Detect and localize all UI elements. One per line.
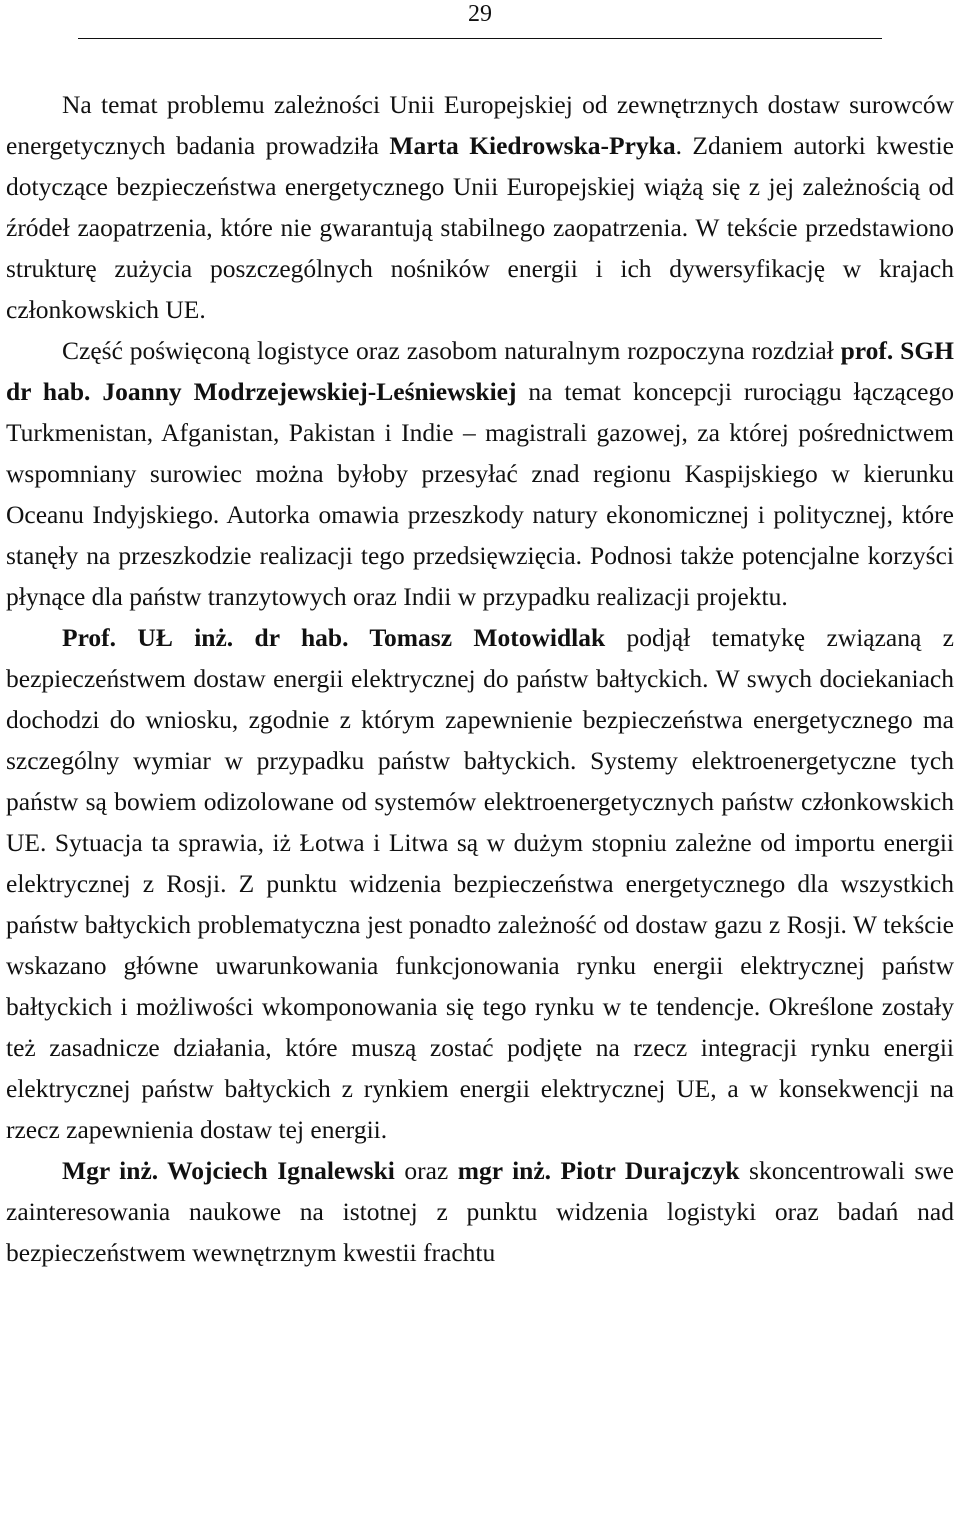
author-name-kiedrowska-pryka: Marta Kiedrowska-Pryka [389, 131, 676, 160]
header-rule [78, 38, 882, 39]
paragraph-text: oraz [394, 1156, 458, 1185]
paragraph-text: skoncentrowali swe zainteresowania naukowe na istotnej z punktu widzenia logistyki oraz badań nad bezpieczeństwem wewnętrznym kwestii frachtu [6, 1156, 954, 1267]
paragraph [6, 617, 954, 1150]
paragraph-text: Część poświęconą logistyce oraz zasobom naturalnym rozpoczyna rozdział [62, 336, 841, 365]
paragraph [6, 1150, 954, 1273]
page-number: 29 [468, 1, 492, 27]
author-name-ignalewski: Mgr inż. Wojciech Ignalewski [62, 1156, 395, 1185]
author-name-motowidlak: Prof. UŁ inż. dr hab. Tomasz Motowidlak [62, 623, 606, 652]
author-name-durajczyk: mgr inż. Piotr Durajczyk [457, 1156, 740, 1185]
paragraph-text: . Zdaniem autorki kwestie dotyczące bezpieczeństwa energetycznego Unii Europejskiej wiążą się z jej zależnością od źródeł zaopatrzenia, które nie gwarantują stabilnego zaopatrzenia. W tekście przedstawiono strukturę zużycia poszczególnych nośników energii i ich dywersyfikację w krajach członkowskich UE. [6, 131, 954, 324]
paragraph-text: podjął tematykę związaną z bezpieczeństwem dostaw energii elektrycznej do państw bałtyckich. W swych dociekaniach dochodzi do wniosku, zgodnie z którym zapewnienie bezpieczeństwa energetycznego ma szczególny wymiar w przypadku państw bałtyckich. Systemy elektroenergetyczne tych państw są bowiem odizolowane od systemów elektroenergetycznych państw członkowskich UE. Sytuacja ta sprawia, iż Łotwa i Litwa są w dużym stopniu zależne od importu energii elektrycznej z Rosji. Z punktu widzenia bezpieczeństwa energetycznego dla wszystkich państw bałtyckich problematyczna jest ponadto zależność od dostaw gazu z Rosji. W tekście wskazano główne uwarunkowania funkcjonowania rynku energii elektrycznej państw bałtyckich i możliwości wkomponowania się tego rynku w te tendencje. Określone zostały też zasadnicze działania, które muszą zostać podjęte na rzecz integracji rynku energii elektrycznej państw bałtyckich z rynkiem energii elektrycznej UE, a w konsekwencji na rzecz zapewnienia dostaw tej energii. [6, 623, 954, 1144]
body-text [6, 84, 954, 1273]
paragraph-text: na temat koncepcji rurociągu łączącego Turkmenistan, Afganistan, Pakistan i Indie – magistrali gazowej, za której pośrednictwem wspomniany surowiec można byłoby przesyłać znad regionu Kaspijskiego w kierunku Oceanu Indyjskiego. Autorka omawia przeszkody natury ekonomicznej i politycznej, które stanęły na przeszkodzie realizacji tego przedsięwzięcia. Podnosi także potencjalne korzyści płynące dla państw tranzytowych oraz Indii w przypadku realizacji projektu. [6, 377, 954, 611]
paragraph-text: Na temat problemu zależności Unii Europejskiej od zewnętrznych dostaw surowców energetycznych badania prowadziła [6, 90, 954, 160]
paragraph [6, 84, 954, 330]
paragraph [6, 330, 954, 617]
author-name-modrzejewska-lesniewska: prof. SGH dr hab. Joanny Modrzejewskiej-Leśniewskiej [6, 336, 954, 406]
